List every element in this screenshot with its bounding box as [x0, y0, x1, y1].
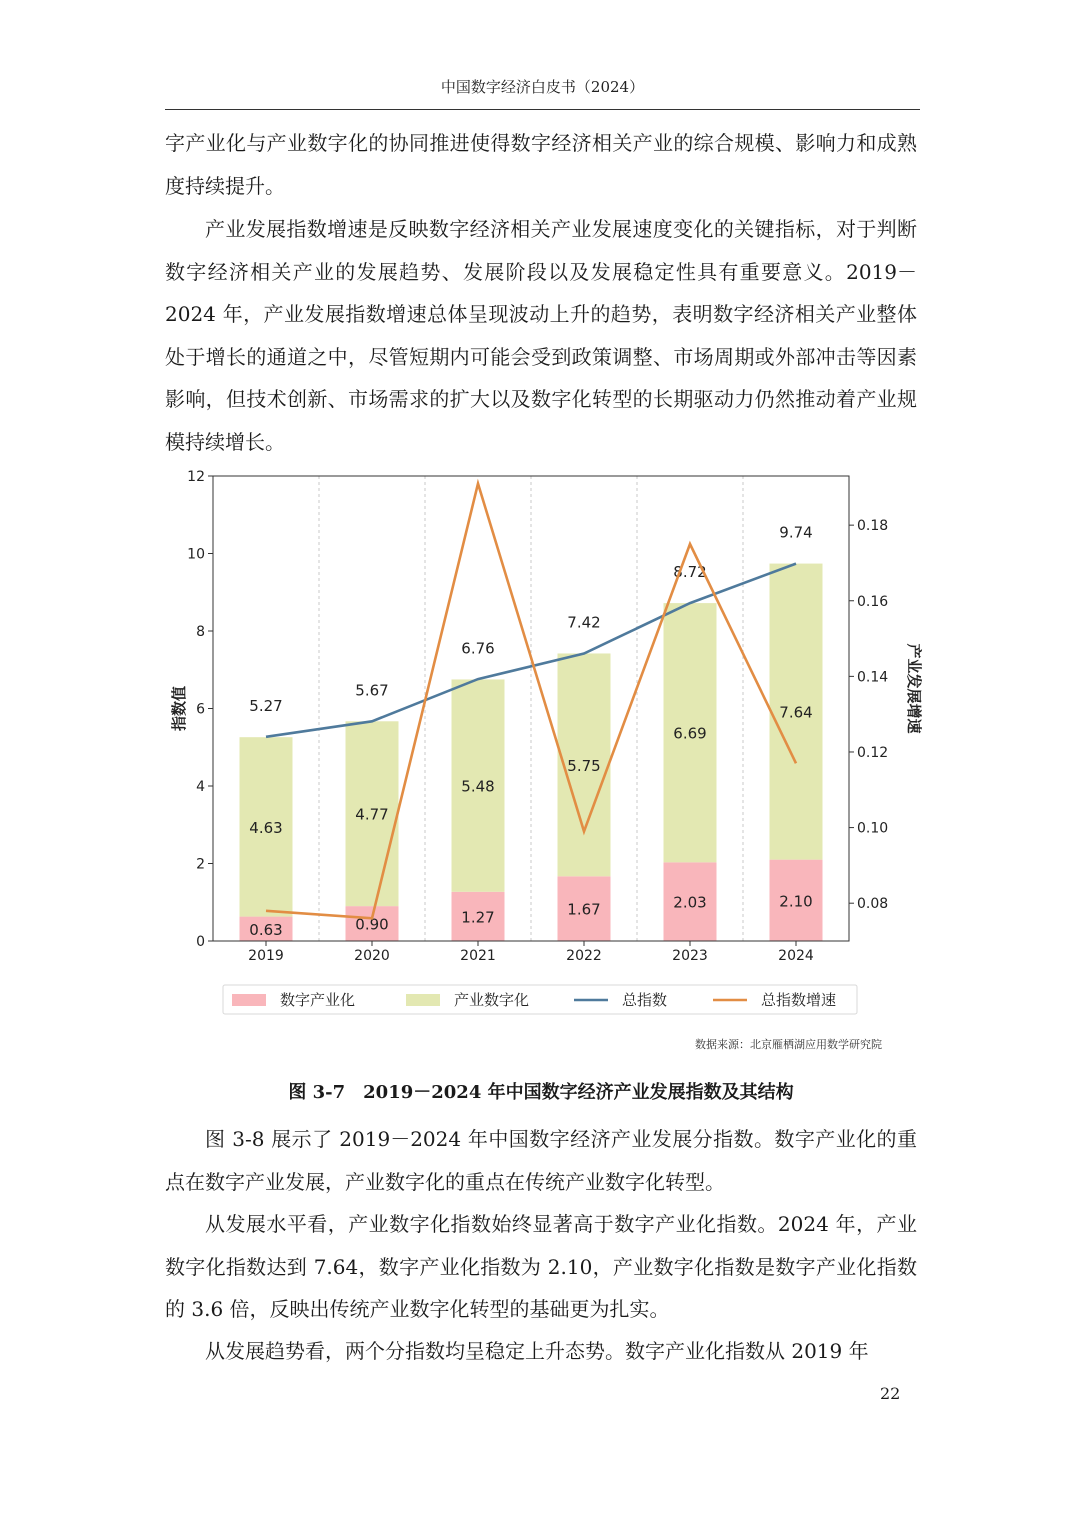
header-rule	[165, 109, 920, 110]
paragraph-2: 产业发展指数增速是反映数字经济相关产业发展速度变化的关键指标，对于判断数字经济相关产业的发展趋势、发展阶段以及发展稳定性具有重要意义。2019－2024 年，产业发展指数增速总体呈现波动上升的趋势，表明数字经济相关产业整体处于增长的通道之中，尽管短期内可能会受到政策调整、市场周期或外部冲击等因素影响，但技术创新、市场需求的扩大以及数字化转型的长期驱动力仍然推动着产业规模持续增长。	[165, 217, 917, 454]
y2-tick-label: 0.18	[857, 518, 889, 535]
y-tick-label: 4	[196, 779, 205, 795]
y2-tick-label: 0.08	[857, 896, 889, 913]
index-chart	[160, 465, 923, 1065]
figure-caption: 图 3-7 2019－2024 年中国数字经济产业发展指数及其结构	[288, 1082, 794, 1103]
bar-label-total: 6.76	[461, 639, 495, 658]
paragraph-4: 从发展水平看，产业数字化指数始终显著高于数字产业化指数。2024 年，产业数字化指数达到 7.64，数字产业化指数为 2.10，产业数字化指数是数字产业化指数的 3.6 倍，反映出传统产业数字化转型的基础更为扎实。	[165, 1212, 917, 1321]
bar-label-bottom: 2.10	[779, 892, 813, 911]
y-tick-label: 8	[196, 624, 205, 640]
x-tick-label: 2019	[248, 948, 284, 964]
bar-label-total: 9.74	[779, 523, 813, 542]
legend-label: 数字产业化	[280, 991, 356, 1009]
running-header: 中国数字经济白皮书（2024）	[440, 78, 645, 96]
x-tick-label: 2022	[566, 948, 602, 964]
bar-label-top: 4.77	[355, 805, 389, 824]
legend-label: 总指数增速	[761, 991, 837, 1009]
legend-swatch	[232, 994, 266, 1006]
x-tick-label: 2021	[460, 948, 496, 964]
y2-tick-label: 0.10	[857, 820, 889, 837]
y2-axis-label: 产业发展增速	[905, 643, 923, 734]
y-axis-label: 指数值	[170, 685, 188, 732]
bar-label-top: 4.63	[249, 818, 283, 837]
y-tick-label: 0	[196, 934, 205, 950]
bar-label-top: 6.69	[673, 724, 707, 743]
bar-label-total: 7.42	[567, 613, 601, 632]
bar-label-bottom: 0.63	[249, 920, 283, 939]
paragraph-1: 字产业化与产业数字化的协同推进使得数字经济相关产业的综合规模、影响力和成熟度持续提升。	[165, 131, 917, 198]
legend-label: 总指数	[622, 991, 668, 1009]
page-number: 22	[880, 1384, 901, 1403]
y-tick-label: 6	[196, 701, 205, 718]
bar-label-top: 7.64	[779, 703, 813, 722]
bar-label-total: 5.27	[249, 697, 283, 716]
x-tick-label: 2020	[354, 948, 390, 964]
y-tick-label: 2	[196, 856, 205, 873]
bar-label-bottom: 2.03	[673, 893, 707, 912]
bar-label-total: 5.67	[355, 681, 389, 700]
bar-label-top: 5.48	[461, 777, 495, 796]
y2-tick-label: 0.14	[857, 669, 889, 686]
paragraph-3: 图 3-8 展示了 2019－2024 年中国数字经济产业发展分指数。数字产业化的重点在数字产业发展，产业数字化的重点在传统产业数字化转型。	[165, 1127, 917, 1194]
y2-tick-label: 0.12	[857, 744, 889, 761]
bar-label-bottom: 0.90	[355, 915, 389, 934]
legend-swatch	[406, 994, 440, 1006]
paragraph-5: 从发展趋势看，两个分指数均呈稳定上升态势。数字产业化指数从 2019 年	[205, 1339, 869, 1363]
x-tick-label: 2023	[672, 948, 708, 964]
bar-label-bottom: 1.67	[567, 900, 601, 919]
y2-tick-label: 0.16	[857, 593, 889, 610]
y-tick-label: 10	[187, 546, 205, 563]
legend-label: 产业数字化	[454, 991, 530, 1009]
bar-label-top: 5.75	[567, 756, 601, 775]
plot-frame	[213, 476, 849, 941]
y-tick-label: 12	[187, 469, 205, 485]
bar-label-total: 8.72	[673, 563, 707, 582]
figure-source: 数据来源：北京雁栖湖应用数学研究院	[695, 1038, 882, 1051]
x-tick-label: 2024	[778, 948, 814, 964]
bar-label-bottom: 1.27	[461, 908, 495, 927]
